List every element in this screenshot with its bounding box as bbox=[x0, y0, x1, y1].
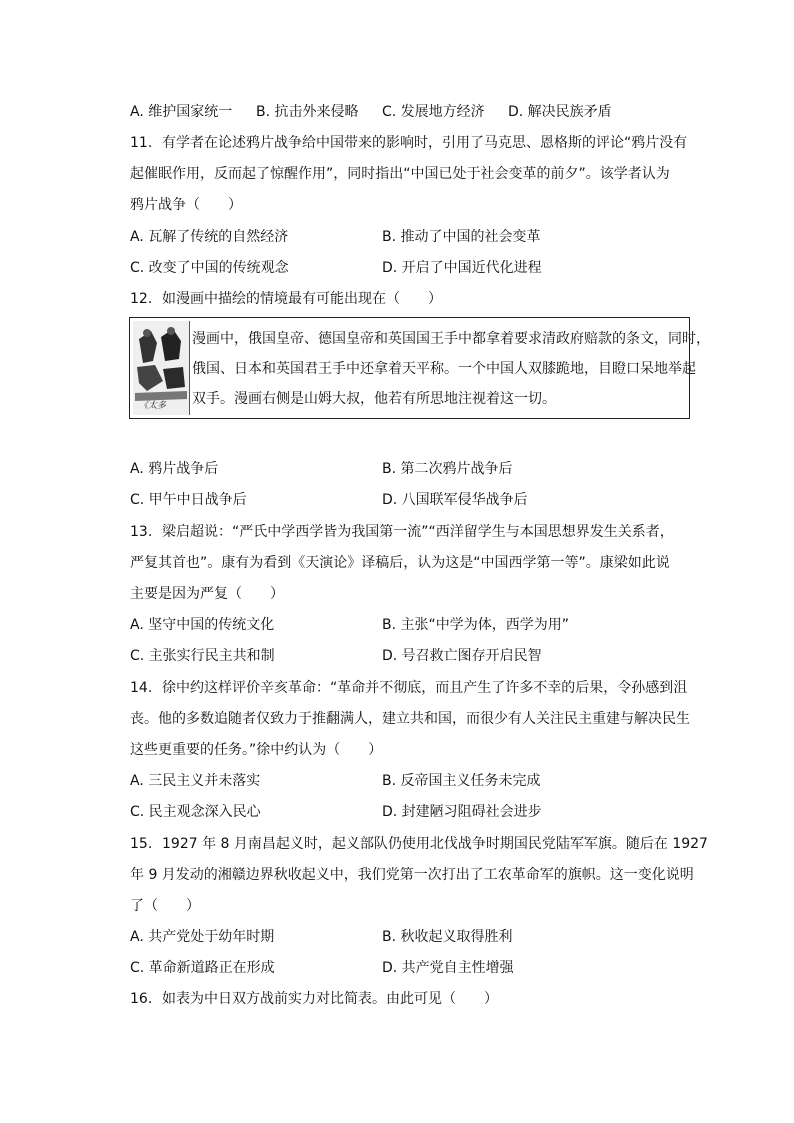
q14-option-c: C. 民主观念深入民心 bbox=[130, 804, 261, 820]
q16-stem: 16. 如表为中日双方战前实力对比简表。由此可见（ ） bbox=[130, 991, 498, 1007]
q15-options-row1 bbox=[130, 927, 690, 947]
q11-option-b: B. 推动了中国的社会变革 bbox=[382, 229, 541, 245]
q14-option-b: B. 反帝国主义任务未完成 bbox=[382, 773, 541, 789]
q12-option-a: A. 鸦片战争后 bbox=[130, 461, 219, 477]
q14-stem-line3: 这些更重要的任务。”徐中约认为（ ） bbox=[130, 742, 383, 758]
q15-option-c: C. 革命新道路正在形成 bbox=[130, 960, 275, 976]
q13-options-row2 bbox=[130, 646, 690, 666]
q10-option-d: D. 解决民族矛盾 bbox=[508, 104, 612, 120]
q15-number: 15. bbox=[130, 836, 153, 852]
q14-number: 14. bbox=[130, 680, 153, 696]
q12-option-d: D. 八国联军侵华战争后 bbox=[382, 492, 528, 508]
q11-options-row2 bbox=[130, 258, 690, 278]
q13-stem-line2: 严复其首也”。康有为看到《天演论》译稿后，认为这是“中国西学第一等”。康梁如此说 bbox=[130, 555, 670, 571]
q12-cartoon-figure bbox=[129, 317, 710, 419]
cartoon-description-line2: 俄国、日本和英国君王手中还拿着天平称。一个中国人双膝跪地，目瞪口呆地举起 bbox=[192, 361, 696, 377]
q10-option-a: A. 维护国家统一 bbox=[130, 104, 233, 120]
cartoon-description-line1: 漫画中，俄国皇帝、德国皇帝和英国国王手中都拿着要求清政府赔款的条文，同时， bbox=[192, 331, 710, 347]
q13-stem-line1: 13. 梁启超说：“严氏中学西学皆为我国第一流”“西洋留学生与本国思想界发生关系者， bbox=[130, 524, 674, 540]
q14-stem-line2: 丧。他的多数追随者仅致力于推翻满人，建立共和国，而很少有人关注民主重建与解决民生 bbox=[130, 711, 690, 727]
q15-option-a: A. 共产党处于幼年时期 bbox=[130, 929, 275, 945]
cartoon-description bbox=[192, 324, 710, 414]
q14-option-d: D. 封建陋习阻碍社会进步 bbox=[382, 804, 542, 820]
q11-options-row1 bbox=[130, 227, 690, 247]
q10-option-b: B. 抗击外来侵略 bbox=[256, 104, 359, 120]
cartoon-caption: 《太多 bbox=[139, 401, 167, 411]
q12-options-row2 bbox=[130, 490, 690, 510]
q14-options-row1 bbox=[130, 771, 690, 791]
q12-option-c: C. 甲午中日战争后 bbox=[130, 492, 247, 508]
q10-options bbox=[130, 102, 690, 122]
q10-option-c: C. 发展地方经济 bbox=[382, 104, 485, 120]
q11-number: 11. bbox=[130, 135, 153, 151]
q16-number: 16. bbox=[130, 991, 153, 1007]
q13-option-c: C. 主张实行民主共和制 bbox=[130, 648, 275, 664]
cartoon-description-line3: 双手。漫画右侧是山姆大叔，他若有所思地注视着这一切。 bbox=[192, 391, 556, 407]
q12-number: 12. bbox=[130, 291, 153, 307]
q11-stem-line2: 起催眠作用，反而起了惊醒作用”，同时指出“中国已处于社会变革的前夕”。该学者认为 bbox=[130, 166, 670, 182]
q13-number: 13. bbox=[130, 524, 153, 540]
q11-option-d: D. 开启了中国近代化进程 bbox=[382, 260, 542, 276]
q13-stem-line3: 主要是因为严复（ ） bbox=[130, 586, 284, 602]
q13-option-a: A. 坚守中国的传统文化 bbox=[130, 617, 275, 633]
q13-options-row1 bbox=[130, 615, 690, 635]
q11-option-c: C. 改变了中国的传统观念 bbox=[130, 260, 289, 276]
q14-options-row2 bbox=[130, 802, 690, 822]
q12-options-row1 bbox=[130, 459, 690, 479]
q15-stem-line1: 15. 1927 年 8 月南昌起义时，起义部队仍使用北伐战争时期国民党陆军军旗。随后在 1927 bbox=[130, 836, 708, 852]
q11-option-a: A. 瓦解了传统的自然经济 bbox=[130, 229, 289, 245]
cartoon-image bbox=[133, 321, 190, 415]
q11-stem-line1: 11. 有学者在论述鸦片战争给中国带来的影响时，引用了马克思、恩格斯的评论“鸦片没有 bbox=[130, 135, 688, 151]
q15-options-row2 bbox=[130, 958, 690, 978]
q12-option-b: B. 第二次鸦片战争后 bbox=[382, 461, 513, 477]
q14-option-a: A. 三民主义并未落实 bbox=[130, 773, 261, 789]
q12-stem: 12. 如漫画中描绘的情境最有可能出现在（ ） bbox=[130, 291, 442, 307]
q14-stem-line1: 14. 徐中约这样评价辛亥革命：“革命并不彻底，而且产生了许多不幸的后果，令孙感到沮 bbox=[130, 680, 688, 696]
q15-option-d: D. 共产党自主性增强 bbox=[382, 960, 514, 976]
q15-stem-line2: 年 9 月发动的湘赣边界秋收起义中，我们党第一次打出了工农革命军的旗帜。这一变化说明 bbox=[130, 867, 694, 883]
q11-stem-line3: 鸦片战争（ ） bbox=[130, 197, 242, 213]
q15-stem-line3: 了（ ） bbox=[130, 898, 200, 914]
q13-option-b: B. 主张“中学为体，西学为用” bbox=[382, 617, 570, 633]
q15-option-b: B. 秋收起义取得胜利 bbox=[382, 929, 513, 945]
q13-option-d: D. 号召救亡图存开启民智 bbox=[382, 648, 542, 664]
